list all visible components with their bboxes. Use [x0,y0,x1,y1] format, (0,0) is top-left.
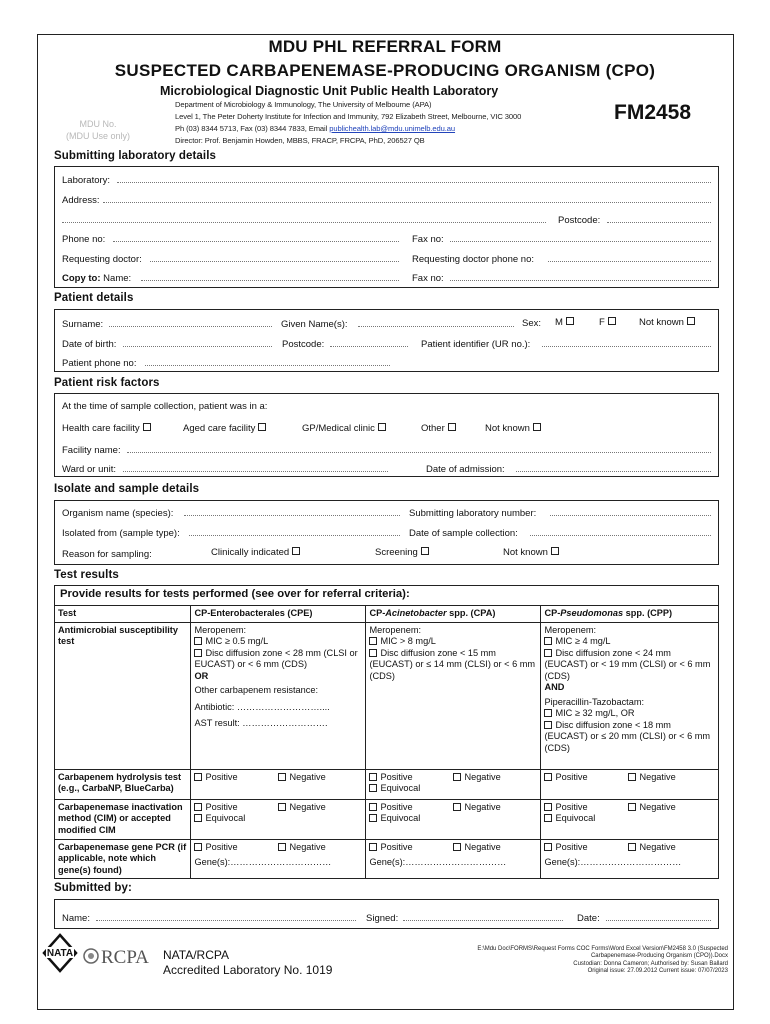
checkbox-icon[interactable] [194,773,202,781]
checkbox-icon[interactable] [278,843,286,851]
checkbox-icon[interactable] [628,773,636,781]
laboratory-label: Laboratory: [62,175,111,186]
checkbox-icon[interactable] [544,814,552,822]
cim-row [55,799,719,839]
copy-to-label: Copy to: [62,273,101,284]
submitted-name-label: Name: [62,913,90,924]
patient-phone-field[interactable] [145,358,390,366]
screening-option[interactable]: Screening [375,547,429,558]
svg-text:RCPA: RCPA [101,947,149,968]
mdu-use-label: (MDU Use only) [65,131,130,141]
checkbox-icon[interactable] [551,547,559,555]
collection-date-label: Date of sample collection: [409,528,518,539]
isolated-from-field[interactable] [189,528,400,536]
checkbox-icon[interactable] [608,317,616,325]
col-cpp: CP-Pseudomonas spp. (CPP) [541,606,719,623]
cim-cpa-equivocal[interactable]: Equivocal [369,813,537,825]
submitting-box [54,166,719,288]
dob-field[interactable] [123,339,272,347]
hydro-cpa-positive[interactable]: Positive [369,772,453,784]
rcpa-logo [82,945,158,971]
date-field[interactable] [606,913,711,921]
requesting-doctor-field[interactable] [150,254,399,262]
accreditation: NATA/RCPA Accredited Laboratory No. 1019 [163,948,333,977]
mdu-number-box [52,118,144,142]
isolate-section-title: Isolate and sample details [54,483,200,495]
checkbox-icon[interactable] [369,814,377,822]
pcr-row [55,839,719,879]
sex-m-option[interactable]: M [555,317,574,328]
signed-label: Signed: [366,913,399,924]
hydro-cpe-negative[interactable]: Negative [278,772,362,784]
cpp-pip-mic-option[interactable]: MIC ≥ 32 mg/L, OR [544,708,715,720]
checkbox-icon[interactable] [421,547,429,555]
pcr-cpa-negative[interactable]: Negative [453,842,537,854]
risk-section-title: Patient risk factors [54,377,160,389]
patient-phone-label: Patient phone no: [62,358,137,369]
cim-cpp-positive[interactable]: Positive [544,802,628,814]
lab-email-link[interactable]: publichealth.lab@mdu.unimelb.edu.au [329,124,456,133]
checkbox-icon[interactable] [194,649,202,657]
facility-name-field[interactable] [127,445,711,453]
col-test: Test [55,606,191,623]
checkbox-icon[interactable] [194,843,202,851]
clinically-option[interactable]: Clinically indicated [211,547,300,558]
checkbox-icon[interactable] [628,803,636,811]
checkbox-icon[interactable] [628,843,636,851]
nata-logo-icon [42,933,78,973]
given-names-field[interactable] [358,319,514,327]
surname-label: Surname: [62,319,104,330]
checkbox-icon[interactable] [544,709,552,717]
checkbox-icon[interactable] [194,637,202,645]
lab-number-field[interactable] [550,508,711,516]
reason-label: Reason for sampling: [62,549,152,560]
pcr-cpe-genes[interactable]: Gene(s):…………………………… [194,857,332,867]
hydro-cpp-positive[interactable]: Positive [544,772,628,784]
lab-name: Microbiological Diagnostic Unit Public Health Laboratory [160,84,499,98]
ast-cpe-cell: Meropenem: MIC ≥ 0.5 mg/L Disc diffusion zone < 28 mm (CLSI or EUCAST) or < 6 mm (CDS) OR Other carbapenem resistance: Antibiotic: ……………………….... AST result: ………………………. [191,622,366,769]
cim-cpp-negative[interactable]: Negative [628,802,712,814]
lab-contact: Ph (03) 8344 5713, Fax (03) 8344 7833, Email publichealth.lab@mdu.unimelb.edu.au [175,124,456,133]
address-label: Address: [62,195,100,206]
risk-not-known-option[interactable]: Not known [485,423,541,434]
checkbox-icon[interactable] [258,423,266,431]
cim-cpa-positive[interactable]: Positive [369,802,453,814]
lab-number-label: Submitting laboratory number: [409,508,537,519]
sex-not-known-option[interactable]: Not known [639,317,695,328]
postcode-field[interactable] [607,215,711,223]
pcr-cpa-positive[interactable]: Positive [369,842,453,854]
lab-director: Director: Prof. Benjamin Howden, MBBS, FRACP, FRCPA, PhD, 206527 QB [175,136,425,145]
copy-fax-label: Fax no: [412,273,444,284]
dob-label: Date of birth: [62,339,117,350]
checkbox-icon[interactable] [369,843,377,851]
copy-name-field[interactable] [141,273,399,281]
admission-label: Date of admission: [426,464,505,475]
pcr-cpp-genes[interactable]: Gene(s):…………………………… [544,857,682,867]
gp-option[interactable]: GP/Medical clinic [302,423,386,434]
hydro-cpe-positive[interactable]: Positive [194,772,278,784]
fax-label: Fax no: [412,234,444,245]
cpp-disc-option[interactable]: Disc diffusion zone < 24 mm (EUCAST) or < 19 mm (CLSI) or < 6 mm (CDS) [544,647,711,681]
checkbox-icon[interactable] [278,803,286,811]
patient-section-title: Patient details [54,292,134,304]
cim-cpe-negative[interactable]: Negative [278,802,362,814]
checkbox-icon[interactable] [378,423,386,431]
surname-field[interactable] [109,319,272,327]
copy-to-row [62,273,131,284]
doctor-phone-label: Requesting doctor phone no: [412,254,535,265]
isolate-not-known-option[interactable]: Not known [503,547,559,558]
organism-label: Organism name (species): [62,508,174,519]
lab-address: Level 1, The Peter Doherty Institute for Infection and Immunity, 792 Elizabeth Street, Melbourne, VIC 3000 [175,112,522,121]
signed-field[interactable] [403,913,563,921]
checkbox-icon[interactable] [369,773,377,781]
checkbox-icon[interactable] [194,814,202,822]
cim-cpe-equivocal[interactable]: Equivocal [194,813,362,825]
cim-cpe-positive[interactable]: Positive [194,802,278,814]
patient-postcode-label: Postcode: [282,339,325,350]
sex-f-option[interactable]: F [599,317,616,328]
postcode-label: Postcode: [558,215,601,226]
fax-field[interactable] [450,234,711,242]
aged-care-option[interactable]: Aged care facility [183,423,266,434]
cpp-mic-option[interactable]: MIC ≥ 4 mg/L [544,636,715,648]
checkbox-icon[interactable] [544,721,552,729]
svg-text:NATA: NATA [46,948,74,959]
patient-id-label: Patient identifier (UR no.): [421,339,531,350]
checkbox-icon[interactable] [533,423,541,431]
pcr-cpa-genes[interactable]: Gene(s):…………………………… [369,857,507,867]
rcpa-logo-icon [82,945,158,971]
col-cpe: CP-Enterobacterales (CPE) [191,606,366,623]
checkbox-icon[interactable] [544,843,552,851]
checkbox-icon[interactable] [544,773,552,781]
patient-id-field[interactable] [542,339,711,347]
requesting-doctor-label: Requesting doctor: [62,254,142,265]
antibiotic-field[interactable]: Antibiotic: ……………………….... [194,701,330,712]
submitted-name-field[interactable] [96,913,356,921]
pcr-cpp-negative[interactable]: Negative [628,842,712,854]
cim-label: Carbapenemase inactivation method (CIM) or accepted modified CIM [55,799,191,839]
checkbox-icon[interactable] [369,803,377,811]
mdu-no-label: MDU No. [79,119,117,129]
col-cpa: CP-Acinetobacter spp. (CPA) [366,606,541,623]
risk-intro: At the time of sample collection, patient was in a: [62,401,268,412]
pcr-cpe-negative[interactable]: Negative [278,842,362,854]
admission-field[interactable] [516,464,711,472]
checkbox-icon[interactable] [369,649,377,657]
nata-logo [42,933,78,973]
checkbox-icon[interactable] [292,547,300,555]
form-title: MDU PHL REFERRAL FORM [268,37,502,56]
ward-label: Ward or unit: [62,464,117,475]
ast-row [55,622,719,769]
hydrolysis-row [55,769,719,799]
cpp-pip-disc-option[interactable]: Disc diffusion zone < 18 mm (EUCAST) or ≤ 20 mm (CLSI) or < 6 mm (CDS) [544,719,711,753]
lab-dept: Department of Microbiology & Immunology, The University of Melbourne (APA) [175,100,432,109]
phone-label: Phone no: [62,234,106,245]
facility-name-label: Facility name: [62,445,121,456]
tests-header-row [55,606,719,623]
organism-field[interactable] [184,508,400,516]
checkbox-icon[interactable] [544,637,552,645]
address-field-2[interactable] [62,215,546,223]
ast-cpp-cell: Meropenem: MIC ≥ 4 mg/L Disc diffusion zone < 24 mm (EUCAST) or < 19 mm (CLSI) or < 6 mm (CDS) AND Piperacillin-Tazobactam: MIC ≥ 32 mg/L, OR Disc diffusion zone < 18 mm (EUCAST) or ≤ 20 mm (CLSI) or < 6 mm (CDS) [541,622,719,769]
checkbox-icon[interactable] [544,649,552,657]
ast-label: Antimicrobial susceptibility test [55,622,191,769]
cpe-mic-option[interactable]: MIC ≥ 0.5 mg/L [194,636,362,648]
tests-table [54,605,719,879]
ast-result-field[interactable]: AST result: ………………………. [194,718,328,728]
footer-meta: E:\Mdu Doc\FORMS\Request Forms COC Forms\Word Excel Version\FM2458 3.0 (Suspected Carbapenemase-Producing Organism (CPO)).Docx Custodian: Donna Cameron; Authorised by: Susan Ballard Original issue: 27.09.2012 Current issue: 07/07/2023 [477,946,728,975]
pcr-cpp-positive[interactable]: Positive [544,842,628,854]
address-field[interactable] [103,195,711,203]
cpa-mic-option[interactable]: MIC > 8 mg/L [369,636,537,648]
cpa-disc-option[interactable]: Disc diffusion zone < 15 mm (EUCAST) or ≤ 14 mm (CLSI) or < 6 mm (CDS) [369,647,536,681]
hydro-cpa-equivocal[interactable]: Equivocal [369,783,537,795]
checkbox-icon[interactable] [278,773,286,781]
checkbox-icon[interactable] [369,637,377,645]
cim-cpp-equivocal[interactable]: Equivocal [544,813,715,825]
checkbox-icon[interactable] [143,423,151,431]
cpe-disc-option[interactable]: Disc diffusion zone < 28 mm (CLSI or EUCAST) or < 6 mm (CDS) [194,647,358,669]
hydro-cpa-negative[interactable]: Negative [453,772,537,784]
checkbox-icon[interactable] [687,317,695,325]
collection-date-field[interactable] [530,528,711,536]
form-code: FM2458 [614,101,692,124]
checkbox-icon[interactable] [194,803,202,811]
pcr-label: Carbapenemase gene PCR (if applicable, note which gene(s) found) [55,839,191,879]
given-names-label: Given Name(s): [281,319,348,330]
isolated-from-label: Isolated from (sample type): [62,528,180,539]
tests-subtitle: Provide results for tests performed (see over for referral criteria): [54,585,719,606]
form-subtitle: SUSPECTED CARBAPENEMASE-PRODUCING ORGANISM (CPO) [114,61,656,80]
checkbox-icon[interactable] [566,317,574,325]
checkbox-icon[interactable] [544,803,552,811]
submitted-section-title: Submitted by: [54,882,132,894]
hydro-cpp-negative[interactable]: Negative [628,772,712,784]
health-care-option[interactable]: Health care facility [62,423,151,434]
laboratory-field[interactable] [117,175,711,183]
sex-label: Sex: [522,318,542,329]
checkbox-icon[interactable] [453,803,461,811]
date-label: Date: [577,913,600,924]
doctor-phone-field[interactable] [548,254,711,262]
copy-name-label: Name: [103,273,132,284]
cim-cpa-negative[interactable]: Negative [453,802,537,814]
submitting-section-title: Submitting laboratory details [54,150,217,162]
checkbox-icon[interactable] [448,423,456,431]
hydrolysis-label: Carbapenem hydrolysis test (e.g., CarbaNP, BlueCarba) [55,769,191,799]
patient-postcode-field[interactable] [330,339,408,347]
phone-field[interactable] [113,234,399,242]
checkbox-icon[interactable] [369,784,377,792]
other-option[interactable]: Other [421,423,456,434]
ast-cpa-cell: Meropenem: MIC > 8 mg/L Disc diffusion zone < 15 mm (EUCAST) or ≤ 14 mm (CLSI) or < 6 mm (CDS) [366,622,541,769]
checkbox-icon[interactable] [453,773,461,781]
pcr-cpe-positive[interactable]: Positive [194,842,278,854]
copy-fax-field[interactable] [450,273,711,281]
ward-field[interactable] [123,464,388,472]
checkbox-icon[interactable] [453,843,461,851]
tests-section-title: Test results [54,569,119,581]
